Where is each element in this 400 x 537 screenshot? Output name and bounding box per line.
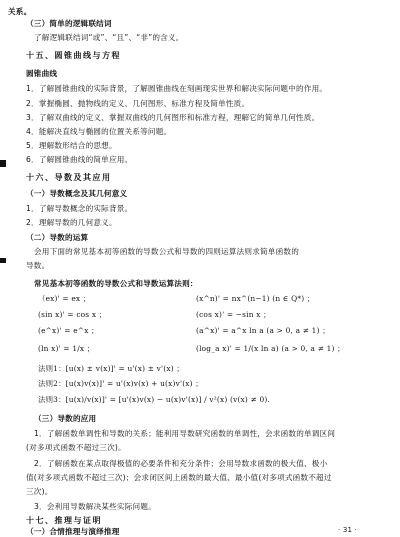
formula-left: (e^x)' = e^x ； [38, 326, 99, 335]
formula-right: (x^n)' = nx^(n−1) (n ∈ Q*) ； [196, 294, 315, 303]
section-heading: 十六、导数及其应用 [26, 173, 112, 182]
section-heading: 十七、推理与证明 [26, 516, 102, 525]
text-line: 2．掌握椭圆、抛物线的定义、几何图形、标准方程及简单性质。 [26, 99, 250, 108]
formula-right: (log_a x)' = 1/(x ln a) (a > 0, a ≠ 1) ； [196, 344, 345, 353]
formula-left: (ln x)' = 1/x ； [38, 344, 95, 353]
text-line: 关系。 [8, 7, 32, 16]
text-line: 常见基本初等函数的导数公式和导数运算法则： [34, 279, 198, 288]
subsection-heading: （三）简单的逻辑联结词 [26, 19, 112, 28]
formula-right: (a^x)' = a^x ln a (a > 0, a ≠ 1) ； [196, 326, 330, 335]
subsection-heading: （一）合情推理与演绎推理 [26, 527, 120, 536]
text-line: 1．了解函数单调性和导数的关系；能利用导数研究函数的单调性，会求函数的单调区间 [34, 429, 336, 438]
scan-edge-mark [0, 258, 6, 263]
subsection-heading: （二）导数的运算 [26, 233, 89, 242]
text-line: 3．会利用导数解决某些实际问题。 [34, 502, 156, 511]
text-line: 5．理解数形结合的思想。 [26, 141, 117, 150]
text-line: 2．理解导数的几何意义。 [26, 218, 117, 227]
text-line: 了解逻辑联结词“或”、“且”、“非”的含义。 [34, 33, 184, 42]
text-line: 3．了解双曲线的定义、掌握双曲线的几何图形和标准方程，理解它的简单几何性质。 [26, 113, 320, 122]
section-heading: 十五、圆锥曲线与方程 [26, 51, 121, 60]
subsection-heading: （一）导数概念及其几何意义 [26, 189, 128, 198]
text-line: 值(对多项式函数不超过三次)；会求闭区间上函数的最大值、最小值(对多项式函数不超过 [26, 473, 332, 482]
page-number: · 31 · [338, 526, 358, 534]
scan-edge-mark [0, 160, 6, 167]
text-line: 导数。 [26, 261, 50, 270]
formula-left: (sin x)' = cos x ； [38, 310, 107, 319]
subsection-heading: 圆锥曲线 [26, 69, 58, 78]
text-line: 2．了解函数在某点取得极值的必要条件和充分条件；会用导数求函数的极大值、极小 [34, 459, 328, 468]
text-line: 会用下面的常见基本初等函数的导数公式和导数的四则运算法则求简单函数的 [34, 247, 299, 256]
text-line: 三次)。 [26, 487, 53, 496]
text-line: 6．了解圆锥曲线的简单应用。 [26, 155, 133, 164]
formula-right: (cos x)' = −sin x ； [196, 310, 271, 319]
text-line: 1．了解导数概念的实际背景。 [26, 204, 133, 213]
subsection-heading: （三）导数的应用 [34, 414, 97, 423]
rule-line: 法则1：[u(x) ± v(x)]' = u'(x) ± v'(x) ； [38, 364, 184, 373]
formula-left: （ex)' = ex ； [38, 294, 91, 303]
text-line: 1．了解圆锥曲线的实际背景，了解圆锥曲线在刻画现实世界和解决实际问题中的作用。 [26, 84, 328, 93]
text-line: 4．能解决直线与椭圆的位置关系等问题。 [26, 127, 172, 136]
rule-line: 法则2：[u(x)v(x)]' = u'(x)v(x) + u(x)v'(x) ； [38, 379, 203, 388]
rule-line: 法则3：[u(x)/v(x)]' = [u'(x)v(x) − u(x)v'(x)] / v²(x) (v(x) ≠ 0). [38, 395, 271, 404]
text-line: (对多项式函数不超过三次)。 [26, 443, 126, 452]
